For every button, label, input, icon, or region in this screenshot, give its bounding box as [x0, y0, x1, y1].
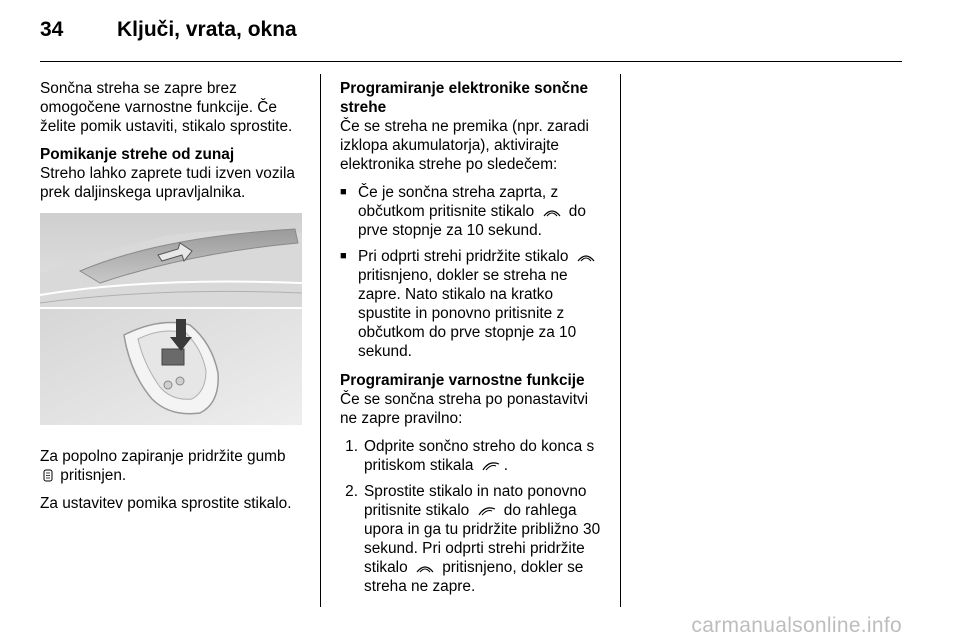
section-heading: Programiranje varnostne funkcije: [340, 372, 585, 389]
sunroof-tilt-switch-icon: [481, 460, 501, 472]
sunroof-tilt-switch-icon: [477, 505, 497, 517]
middle-column: [340, 79, 606, 603]
left-column: [40, 79, 304, 522]
paragraph: Za popolno zapiranje pridržite gumb pritisnjen.: [40, 448, 286, 484]
section: [340, 371, 606, 428]
list-item: 2. Sprostite stikalo in nato ponovno pritisnite stikalo do rahlega upora in ga tu pridržite približno 30 sekund. Pri odprti strehi pridržite stikalo pritisnjeno, dokler se streha ne zapre.: [340, 482, 606, 596]
numbered-list: [340, 437, 606, 596]
paragraph: Če se streha ne premika (npr. zaradi izklopa akumulatorja), aktivirajte elektronika strehe po sledečem:: [340, 118, 589, 173]
sunroof-switch-icon: [415, 563, 435, 574]
page-number: 34: [40, 18, 64, 41]
sunroof-button-icon: [43, 469, 53, 482]
paragraph: Sončna streha se zapre brez omogočene varnostne funkcije. Če želite pomik ustaviti, stikalo sprostite.: [40, 80, 293, 135]
remote-key-illustration: [40, 213, 302, 425]
bullet-icon: ■: [340, 186, 347, 198]
section: [40, 145, 304, 202]
watermark: carmanualsonline.info: [691, 614, 902, 637]
sunroof-switch-icon: [576, 252, 596, 263]
list-item: ■ Pri odprti strehi pridržite stikalo pritisnjeno, dokler se streha ne zapre. Nato stikalo na kratko spustite in ponovno pritisnite z občutkom do prve stopnje za 10 sekund.: [340, 247, 606, 361]
paragraph: Streho lahko zaprete tudi izven vozila prek daljinskega upravljalnika.: [40, 165, 295, 201]
paragraph: Če se sončna streha po ponastavitvi ne zapre pravilno:: [340, 391, 589, 427]
column-divider: [620, 74, 621, 607]
section-heading: Programiranje elektronike sončne strehe: [340, 80, 589, 116]
paragraph: Za ustavitev pomika sprostite stikalo.: [40, 495, 292, 512]
step-number: 1.: [345, 438, 358, 455]
step-number: 2.: [345, 483, 358, 500]
illustration-svg: [40, 213, 302, 425]
section: [340, 79, 606, 174]
header-rule: [40, 61, 902, 62]
bullet-list: [340, 183, 606, 361]
bullet-icon: ■: [340, 250, 347, 262]
sunroof-switch-icon: [542, 207, 562, 218]
page-header: [40, 18, 297, 48]
chapter-title: Ključi, vrata, okna: [117, 18, 297, 41]
key-button: [162, 349, 184, 365]
column-divider: [320, 74, 321, 607]
list-item: 1. Odprite sončno streho do konca s pritiskom stikala .: [340, 437, 606, 475]
section-heading: Pomikanje strehe od zunaj: [40, 146, 235, 163]
list-item: ■ Če je sončna streha zaprta, z občutkom pritisnite stikalo do prve stopnje za 10 sekund.: [340, 184, 586, 239]
